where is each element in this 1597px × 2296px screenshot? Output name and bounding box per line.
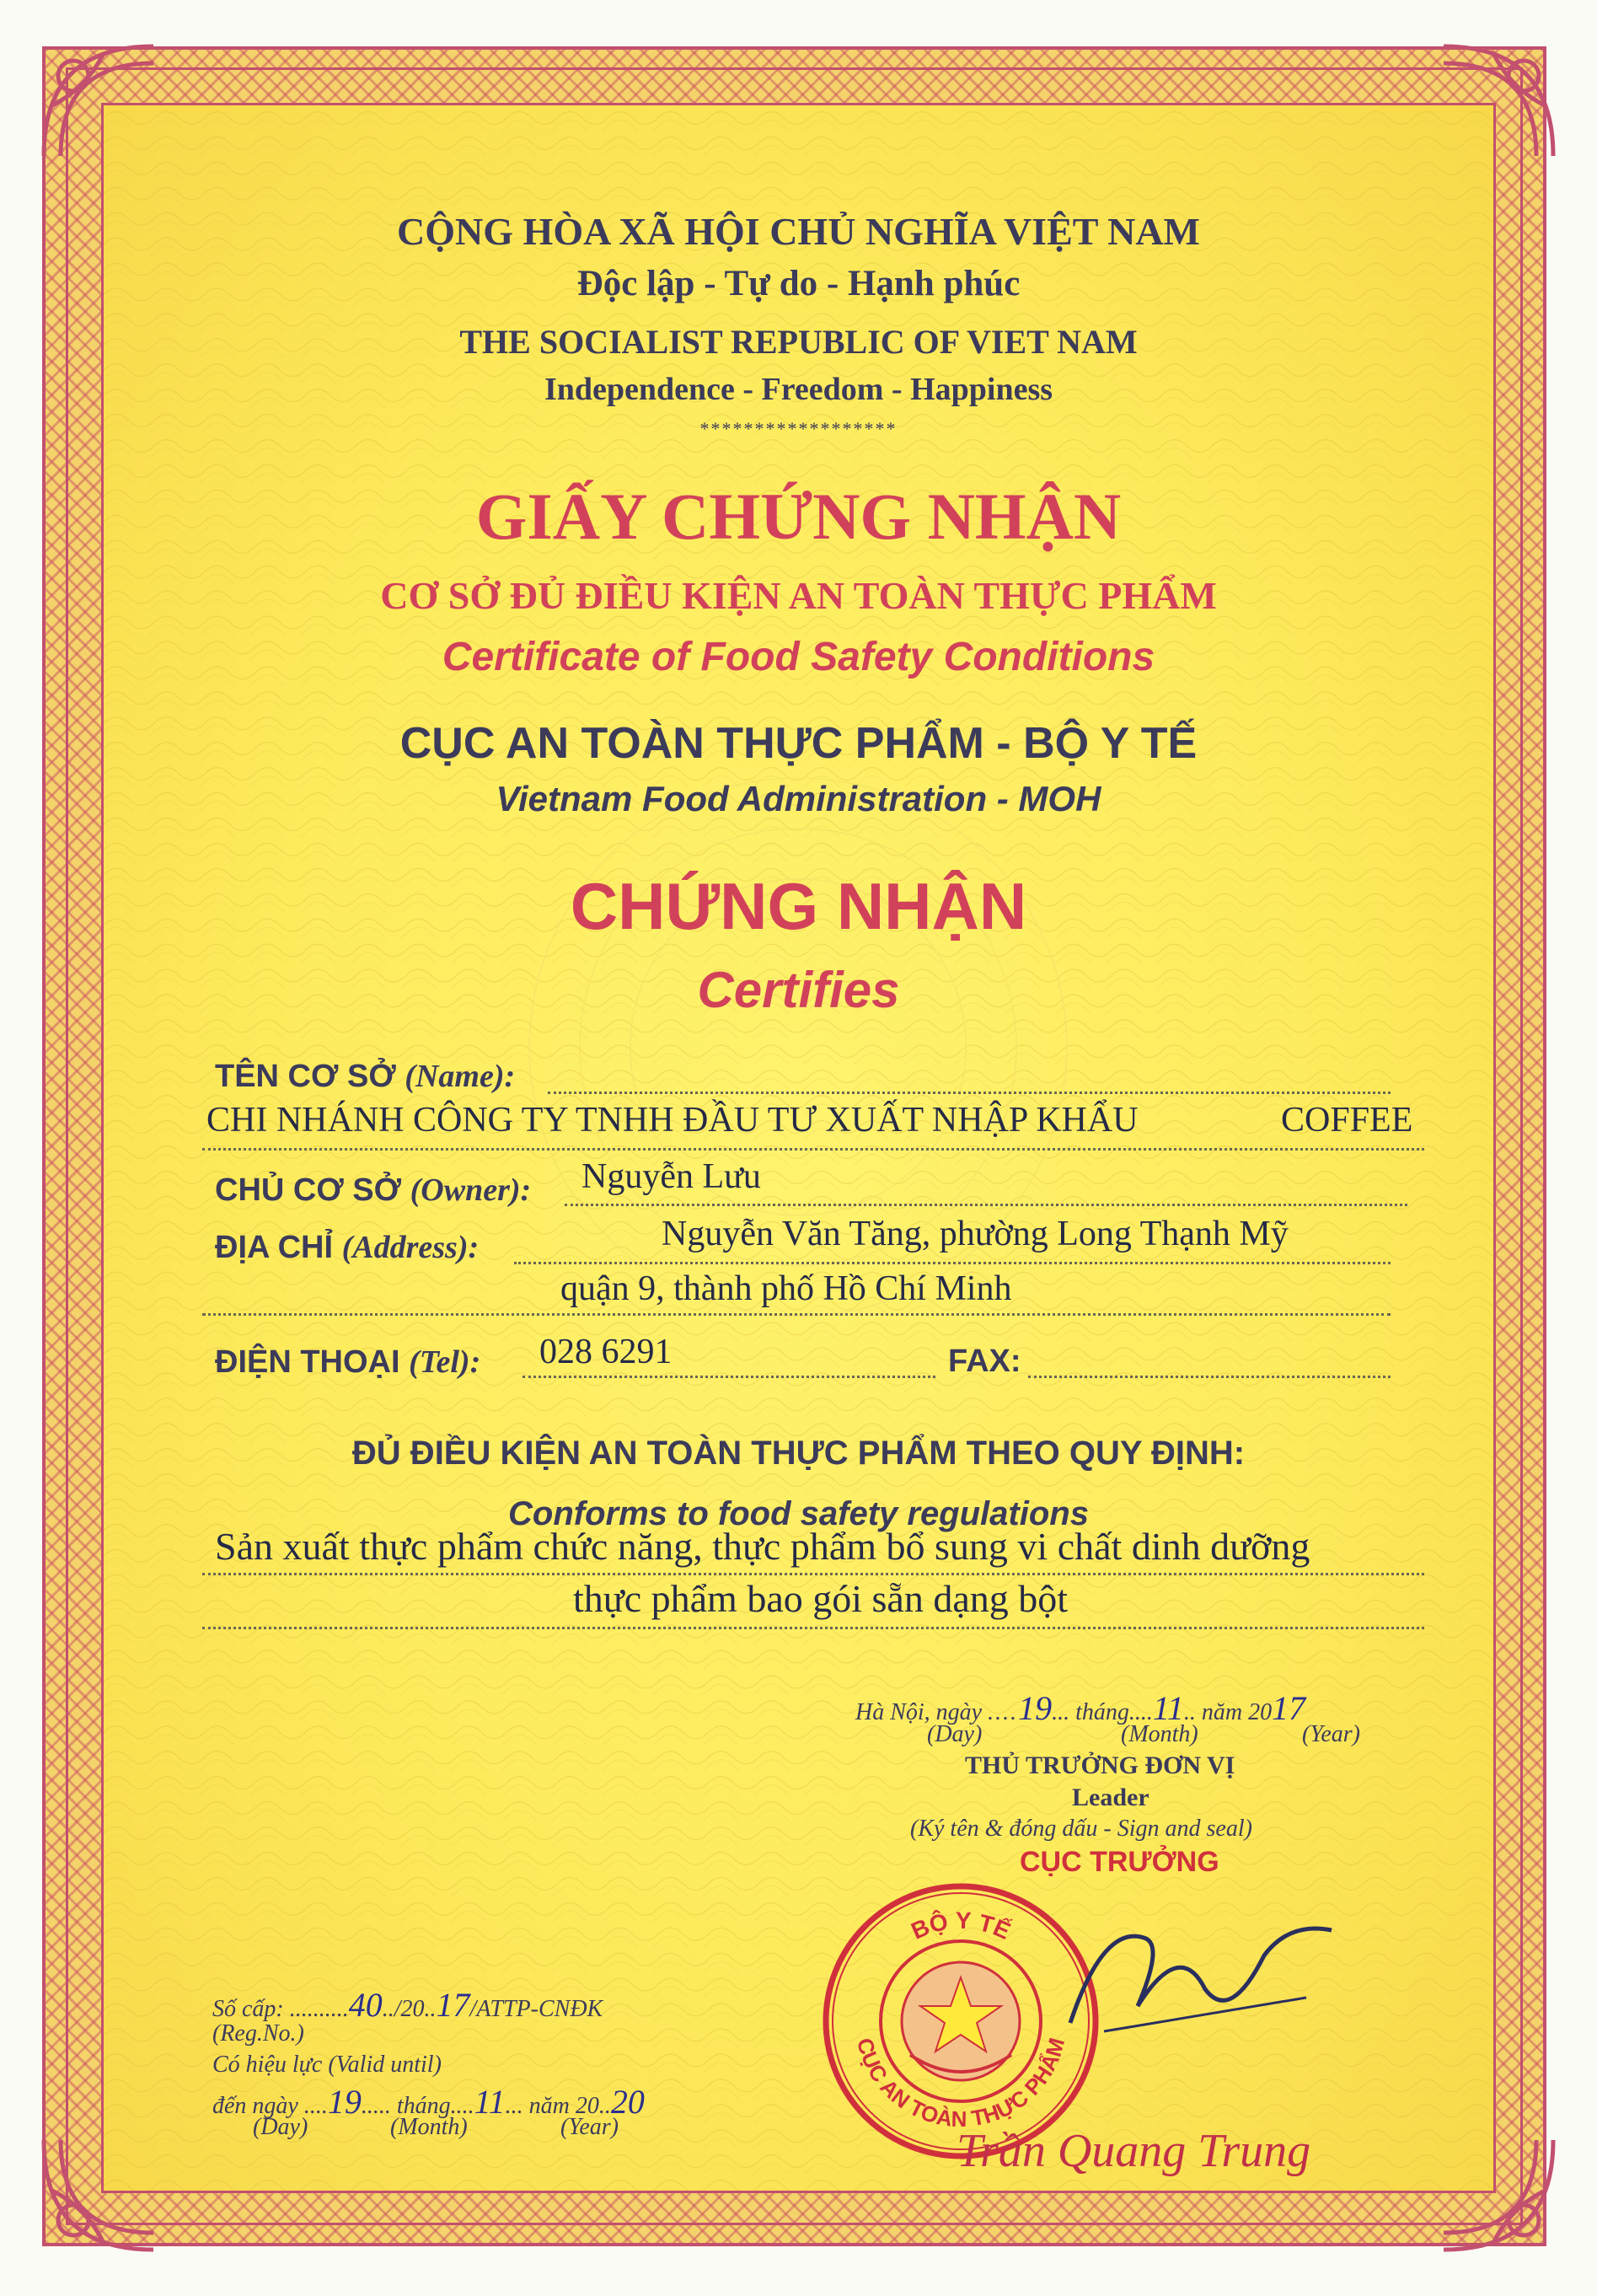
registration-number: Số cấp: ..........40../20..17/ATTP-CNĐK bbox=[212, 1986, 603, 2024]
conformity-heading-en: Conforms to food safety regulations bbox=[508, 1495, 1089, 1532]
name-value: CHI NHÁNH CÔNG TY TNHH ĐẦU TƯ XUẤT NHẬP KHẨU bbox=[206, 1101, 1139, 1140]
address-dotted-line-2 bbox=[202, 1313, 1391, 1316]
issue-year: 17 bbox=[1272, 1689, 1306, 1727]
name-dotted-line bbox=[548, 1092, 1391, 1094]
signatory-title-vi: THỦ TRƯỞNG ĐƠN VỊ bbox=[965, 1752, 1235, 1779]
name-label-vi: TÊN CƠ SỞ bbox=[215, 1059, 396, 1094]
signatory-title-en: Leader bbox=[1072, 1784, 1150, 1811]
signatory-name: Trần Quang Trung bbox=[957, 2125, 1311, 2177]
corner-ornament-icon bbox=[35, 2132, 162, 2258]
valid-until-label: Có hiệu lực (Valid until) bbox=[212, 2052, 442, 2078]
issue-month-label: tháng bbox=[1075, 1699, 1129, 1725]
registration-mid: /20 bbox=[394, 1996, 425, 2022]
valid-until-month-label: tháng bbox=[396, 2093, 451, 2119]
registration-year: 17 bbox=[436, 1986, 470, 2024]
conformity-heading-vi: ĐỦ ĐIỀU KIỆN AN TOÀN THỰC PHẨM THEO QUY ĐỊNH: bbox=[351, 1435, 1246, 1472]
scope-line-1: Sản xuất thực phẩm chức năng, thực phẩm bổ sung vi chất dinh dưỡng bbox=[215, 1525, 1310, 1568]
tel-dotted-line bbox=[523, 1376, 935, 1378]
valid-year-en: (Year) bbox=[560, 2114, 619, 2140]
issue-month: 11 bbox=[1152, 1689, 1184, 1727]
tel-label-en: (Tel): bbox=[409, 1344, 481, 1380]
certifies-heading-vi: CHỨNG NHẬN bbox=[570, 869, 1027, 943]
address-label-en: (Address): bbox=[341, 1230, 480, 1265]
svg-text:BỘ Y TẾ bbox=[908, 1907, 1015, 1945]
seal-ring-text: CỤC AN TOÀN THỰC PHẨM bbox=[851, 2035, 1070, 2132]
issue-date: Hà Nội, ngày ....19... tháng....11.. năm 2017 bbox=[855, 1689, 1306, 1727]
certificate-subtitle-vi: CƠ SỞ ĐỦ ĐIỀU KIỆN AN TOÀN THỰC PHẨM bbox=[380, 574, 1217, 617]
registration-suffix: /ATTP-CNĐK bbox=[469, 1996, 603, 2022]
valid-until-year: 20 bbox=[610, 2083, 645, 2121]
star-divider: ****************** bbox=[699, 418, 898, 439]
tel-label-vi: ĐIỆN THOẠI bbox=[215, 1344, 400, 1380]
name-label bbox=[215, 1058, 515, 1095]
valid-month-en: (Month) bbox=[390, 2114, 468, 2140]
registration-label: Số cấp: bbox=[212, 1996, 284, 2022]
issue-year-label: năm 20 bbox=[1201, 1699, 1273, 1725]
issue-day: 19 bbox=[1018, 1689, 1053, 1727]
signatory-position: CỤC TRƯỞNG bbox=[1020, 1846, 1219, 1878]
motto-vi: Độc lập - Tự do - Hạnh phúc bbox=[576, 264, 1021, 303]
address-line-1: Nguyễn Văn Tăng, phường Long Thạnh Mỹ bbox=[662, 1215, 1289, 1253]
address-line-2: quận 9, thành phố Hồ Chí Minh bbox=[560, 1269, 1012, 1308]
issue-day-en: (Day) bbox=[927, 1721, 983, 1747]
name-label-en: (Name): bbox=[405, 1059, 516, 1094]
fax-label: FAX: bbox=[948, 1344, 1021, 1379]
issue-place-prefix: Hà Nội, ngày bbox=[855, 1699, 983, 1725]
owner-dotted-line bbox=[565, 1204, 1407, 1206]
tel-label bbox=[215, 1344, 480, 1381]
address-label bbox=[215, 1229, 479, 1266]
corner-ornament-icon bbox=[1435, 38, 1562, 164]
address-label-vi: ĐỊA CHỈ bbox=[215, 1230, 334, 1265]
owner-label bbox=[215, 1172, 531, 1209]
valid-day-en: (Day) bbox=[253, 2114, 308, 2140]
motto-en: Independence - Freedom - Happiness bbox=[544, 372, 1053, 407]
owner-value: Nguyễn Lưu bbox=[581, 1157, 761, 1196]
certificate-subtitle-en: Certificate of Food Safety Conditions bbox=[442, 635, 1155, 679]
valid-until-day: 19 bbox=[327, 2083, 362, 2121]
registration-number-value: 40 bbox=[348, 1986, 383, 2024]
issuer-name-vi: CỤC AN TOÀN THỰC PHẨM - BỘ Y TẾ bbox=[399, 719, 1198, 768]
valid-until-date: đến ngày ....19..... tháng....11... năm 20..20 bbox=[212, 2083, 645, 2121]
name-value-suffix: COFFEE bbox=[1281, 1101, 1413, 1140]
seal-top-text: BỘ Y TẾ bbox=[907, 1907, 1015, 1945]
corner-ornament-icon bbox=[1435, 2132, 1562, 2258]
issuer-name-en: Vietnam Food Administration - MOH bbox=[496, 779, 1101, 818]
tel-value: 028 6291 bbox=[539, 1333, 673, 1371]
certificate-title: GIẤY CHỨNG NHẬN bbox=[475, 480, 1122, 553]
country-name-en: THE SOCIALIST REPUBLIC OF VIET NAM bbox=[459, 323, 1138, 361]
registration-label-en: (Reg.No.) bbox=[212, 2020, 304, 2047]
owner-label-vi: CHỦ CƠ SỞ bbox=[215, 1172, 402, 1208]
country-name-vi: CỘNG HÒA XÃ HỘI CHỦ NGHĨA VIỆT NAM bbox=[397, 210, 1200, 253]
valid-until-year-label: năm 20 bbox=[528, 2093, 599, 2119]
address-dotted-line-1 bbox=[514, 1262, 1391, 1264]
sign-instruction: (Ký tên & đóng dấu - Sign and seal) bbox=[910, 1816, 1252, 1842]
scope-dotted-line-2 bbox=[202, 1627, 1424, 1629]
issue-month-en: (Month) bbox=[1121, 1721, 1198, 1747]
scope-line-2: thực phẩm bao gói sẵn dạng bột bbox=[573, 1577, 1069, 1620]
fax-dotted-line bbox=[1028, 1376, 1391, 1378]
corner-ornament-icon bbox=[35, 38, 162, 164]
name-dotted-line-2 bbox=[202, 1148, 1424, 1151]
owner-label-en: (Owner): bbox=[410, 1172, 532, 1208]
valid-until-month: 11 bbox=[474, 2083, 506, 2121]
certifies-heading-en: Certifies bbox=[697, 962, 900, 1018]
valid-until-prefix: đến ngày bbox=[212, 2093, 298, 2119]
signature-icon bbox=[1053, 1888, 1340, 2057]
scope-dotted-line-1 bbox=[202, 1573, 1424, 1575]
issue-year-en: (Year) bbox=[1302, 1721, 1360, 1747]
